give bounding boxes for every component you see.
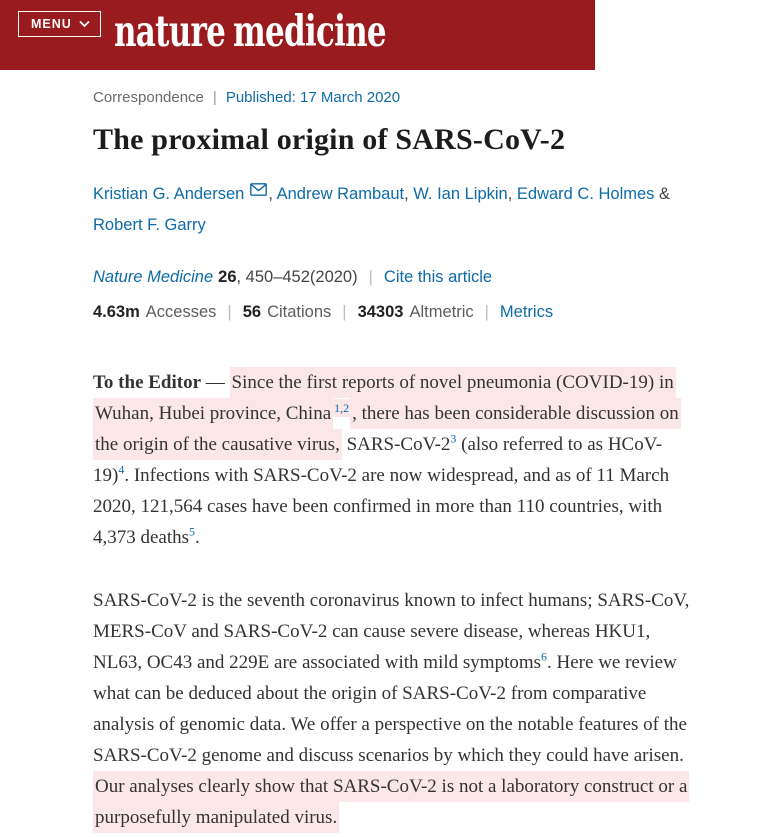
separator: | xyxy=(368,268,373,286)
published-date: Published: 17 March 2020 xyxy=(225,89,401,106)
reference-link[interactable]: 4 xyxy=(118,462,125,477)
reference-link[interactable]: 3 xyxy=(450,431,457,446)
article-type-label[interactable]: Correspondence xyxy=(93,89,204,106)
author-separator: , xyxy=(268,185,277,203)
menu-button[interactable] xyxy=(18,11,101,37)
masthead xyxy=(0,0,595,70)
altmetric-label: Altmetric xyxy=(409,303,474,321)
paragraph-text: SARS-CoV-2 is the seventh coronavirus known to infect humans; SARS-CoV, MERS-CoV and SARS-CoV-2 can cause severe disease, whereas HKU1, NL63, OC43 and 229E are associated with mild symptoms xyxy=(93,590,690,673)
citation-line xyxy=(93,266,697,288)
author-separator: & xyxy=(654,185,671,203)
chevron-down-icon xyxy=(79,20,90,28)
article-container xyxy=(93,88,697,833)
author-list xyxy=(93,179,697,241)
email-envelope-icon[interactable] xyxy=(250,176,267,207)
paragraph-text: (also referred to as HCoV-19) xyxy=(93,434,663,486)
highlighted-text: Since the first reports of novel pneumonia (COVID-19) in Wuhan, Hubei province, China xyxy=(93,367,676,429)
separator: | xyxy=(342,303,347,321)
paragraph-text: To the Editor xyxy=(93,372,202,393)
article-paragraph xyxy=(93,367,697,553)
accesses-label: Accesses xyxy=(145,303,217,321)
metrics-link[interactable]: Metrics xyxy=(499,303,554,321)
author-link[interactable]: W. Ian Lipkin xyxy=(413,185,508,203)
author-separator: , xyxy=(507,185,517,203)
separator: | xyxy=(212,89,217,106)
reference-link[interactable]: 6 xyxy=(541,649,548,664)
author-link[interactable]: Robert F. Garry xyxy=(93,216,206,234)
page-title: The proximal origin of SARS-CoV-2 xyxy=(93,123,566,156)
separator: | xyxy=(484,303,489,321)
paragraph-text: SARS-CoV-2 xyxy=(341,434,451,455)
author-link[interactable]: Edward C. Holmes xyxy=(516,185,655,203)
separator: | xyxy=(227,303,232,321)
paragraph-text: — xyxy=(201,372,230,393)
menu-button-label: MENU xyxy=(31,17,72,31)
citations-label: Citations xyxy=(267,303,332,321)
nature-medicine-logo[interactable]: nature medicine xyxy=(114,7,386,57)
author-link[interactable]: Kristian G. Andersen xyxy=(93,185,245,203)
metrics-line xyxy=(93,301,697,323)
citations-count: 56 xyxy=(242,303,262,321)
reference-link[interactable]: 1,2 xyxy=(334,400,350,415)
journal-link[interactable]: Nature Medicine xyxy=(93,268,214,286)
author-separator: , xyxy=(404,185,414,203)
highlighted-text: Our analyses clearly show that SARS-CoV-2 is not a laboratory construct or a purposefully manipulated virus. xyxy=(93,771,689,833)
highlighted-text: , there has been considerable discussion on the origin of the causative virus, xyxy=(93,398,681,460)
author-link[interactable]: Andrew Rambaut xyxy=(276,185,405,203)
reference-link[interactable]: 5 xyxy=(189,524,196,539)
article-meta xyxy=(93,88,697,108)
paragraph-text: . Here we review what can be deduced about the origin of SARS-CoV-2 from comparative analysis of genomic data. We offer a perspective on the notable features of the SARS-CoV-2 genome and discuss scenarios by which they could have arisen. xyxy=(93,652,687,766)
volume-number: 26 xyxy=(218,268,237,286)
article-paragraph xyxy=(93,585,697,833)
accesses-count: 4.63m xyxy=(93,303,140,321)
page-range: , 450–452(2020) xyxy=(236,268,358,286)
paragraph-text: . Infections with SARS-CoV-2 are now widespread, and as of 11 March 2020, 121,564 cases have been confirmed in more than 110 countries, with 4,373 deaths xyxy=(93,465,670,548)
altmetric-count: 34303 xyxy=(357,303,404,321)
cite-this-article-link[interactable]: Cite this article xyxy=(383,268,493,286)
paragraph-text: . xyxy=(195,527,200,548)
